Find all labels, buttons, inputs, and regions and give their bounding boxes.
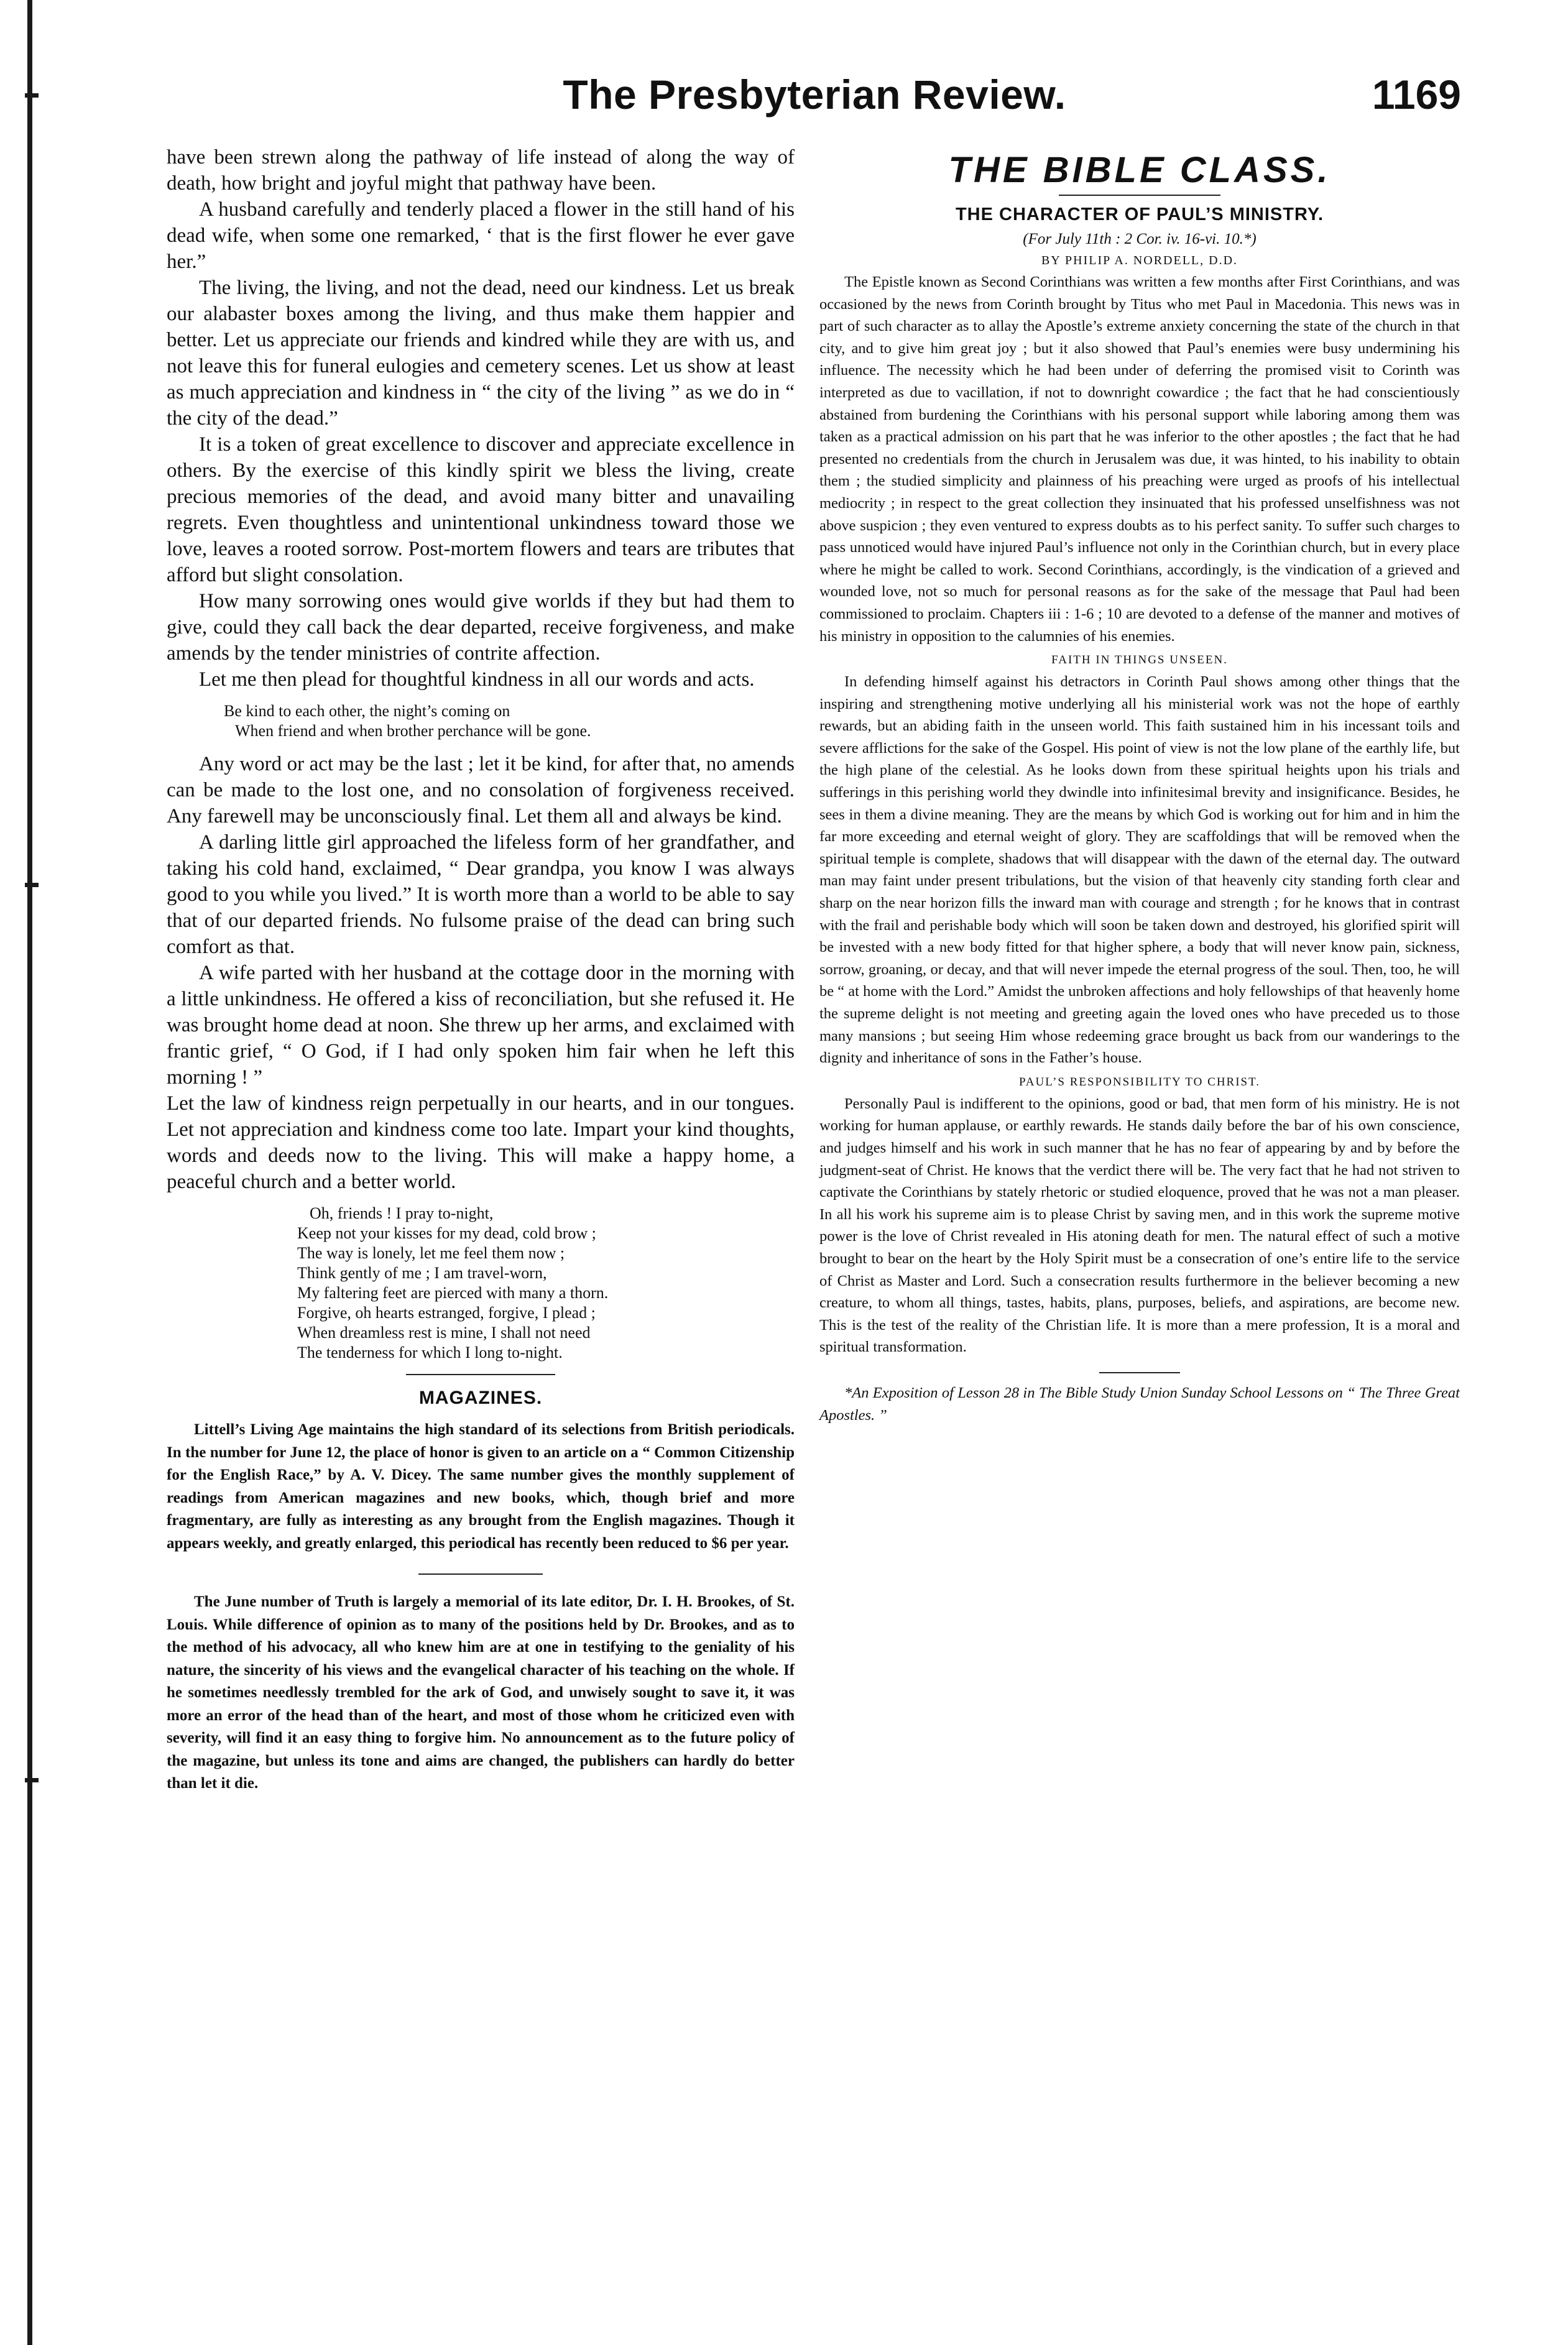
paragraph: It is a token of great excellence to discover and appreciate excellence in others. By the exercise of this kindly spirit we bless the living, create precious memories of the dead, and avoid many bitter and unavailing regrets. Even thoughtless and unintentional unkindness toward those we love, leaves a rooted sorrow. Post-mortem flowers and tears are tributes that afford but slight consolation. [167, 433, 795, 586]
paragraph: Personally Paul is indifferent to the opinions, good or bad, that men form of his ministry. He is not working for human applause, or earthly rewards. He stands daily before the bar of his own conscience, and judges himself and his work in such manner that he has no fear of appearing by and by before the judgment-seat of Christ. He knows that the verdict there will be. The very fact that he had not striven to captivate the Corinthians by stately rhetoric or studied eloquence, proved that he was not a man pleaser. In all his work his supreme aim is to please Christ by saving men, and in this work the supreme motive power is the love of Christ revealed in His atoning death for men. The natural effect of such a motive brought to bear on the heart by the Holy Spirit must be a consecration of one’s entire life to the service of Christ as Master and Lord. Such a consecration results furthermore in the believer becoming a new creature, to whom all things, tastes, habits, plans, purposes, beliefs, and aspirations, are become new. This is the test of the reality of the Christian life. It is more than a mere profession, It is a moral and spiritual transformation. [819, 1095, 1460, 1356]
footnote: *An Exposition of Lesson 28 in The Bible Study Union Sunday School Lessons on “ The Three Great Apostles. ” [819, 1384, 1460, 1424]
paragraph: A husband carefully and tenderly placed a flower in the still hand of his dead wife, when some one remarked, ‘ that is the first flower he ever gave her.” [167, 198, 795, 273]
paragraph: The Epistle known as Second Corinthians was written a few months after First Corinthians, and was occasioned by the news from Corinth brought by Titus who met Paul in Macedonia. This news was in part of such character as to allay the Apostle’s extreme anxiety concerning the state of the church in that city, and to give him great joy ; but it also showed that Paul’s enemies were busy undermining his influence. The necessity which he had been under of deferring the promised visit to Corinth was interpreted as due to vacillation, if not to downright cowardice ; the fact that he had conscientiously abstained from burdening the Corinthians with his personal support while laboring among them was taken as a practical admission on his part that he was inferior to the other apostles ; the fact that he had presented no credentials from the church in Jerusalem was due, it was hinted, to his inability to obtain them ; the studied simplicity and plainness of his preaching were urged as proofs of his intellectual mediocrity ; in respect to the great collection they insinuated that his professed unselfishness was not above suspicion ; they even ventured to express doubts as to his perfect sanity. To suffer such charges to pass unnoticed would have injured Paul’s influence not only in the Corinthian church, but in every place where he might be called to work. Second Corinthians, accordingly, is the vindication of a grieved and wounded love, not so much for personal reasons as for the sake of the message that Paul had been commissioned to proclaim. Chapters iii : 1-6 ; 10 are devoted to a defense of the manner and motives of his ministry in opposition to the calumnies of his enemies. [819, 274, 1460, 645]
left-column [167, 144, 795, 1795]
poem-line: My faltering feet are pierced with many a thorn. [297, 1284, 609, 1302]
poem-line: When dreamless rest is mine, I shall not need [297, 1324, 591, 1342]
paragraph: have been strewn along the pathway of life instead of along the way of death, how bright and joyful might that pathway have been. [167, 146, 795, 195]
magazines-heading: MAGAZINES. [418, 1388, 543, 1408]
subsection-heading: FAITH IN THINGS UNSEEN. [1051, 653, 1228, 667]
paragraph: Any word or act may be the last ; let it be kind, for after that, no amends can be made to the lost one, and no consolation of forgiveness received. Any farewell may be unconsciously final. Let them all and always be kind. [167, 753, 795, 827]
verse-quote [224, 701, 795, 741]
poem-line: Forgive, oh hearts estranged, forgive, I plead ; [297, 1304, 596, 1322]
title-rule [1059, 195, 1220, 196]
poem-line: The tenderness for which I long to-night. [297, 1343, 563, 1361]
paragraph: In defending himself against his detractors in Corinth Paul shows among other things that the inspiring and strengthening motive underlying all his ministerial work was not the hope of earthly rewards, but an abiding faith in the unseen world. This faith sustained him in his incessant toils and severe afflictions for the sake of the Gospel. His point of view is not the low plane of the earthly life, but the high plane of the celestial. As he looks down from these spiritual heights upon his trials and sufferings in this perishing world they dwindle into infinitesimal brevity and insignificance. Besides, he sees in them a divine meaning. They are the means by which God is working out for him and in him the far more exceeding and eternal weight of glory. They are scaffoldings that will be removed when the spiritual temple is complete, shadows that will disappear with the dawn of the eternal day. The outward man may faint under present tribulations, but the vision of that heavenly city standing forth clear and sharp on the near horizon fills the inward man with courage and strength ; for he knows that in contrast with the frail and perishable body which will soon be taken down and destroyed, his glorified spirit will be invested with a new body fitted for that higher sphere, a body that will never know pain, sickness, sorrow, groaning, or decay, and that will never impede the eternal progress of the soul. Then, too, he will be “ at home with the Lord.” Amidst the unbroken affections and holy fellowships of that heavenly home the supreme delight is not meeting and greeting again the loved ones who have preceded us to those many mansions ; but seeing Him whose redeeming grace brought us back from our wanderings to the dignity and inheritance of sons in the Father’s house. [819, 673, 1460, 1067]
byline: BY PHILIP A. NORDELL, D.D. [1041, 254, 1238, 267]
binding-rule [27, 0, 32, 2345]
section-divider [418, 1573, 543, 1575]
paragraph: Littell’s Living Age maintains the high standard of its selections from British periodicals. In the number for June 12, the place of honor is given to an article on a “ Common Citizenship for the English Race,” by A. V. Dicey. The same number gives the monthly supplement of readings from American magazines and new books, which, though brief and more fragmentary, are fully as interesting as any brought from the English magazines. Though it appears weekly, and greatly enlarged, this periodical has recently been reduced to $6 per year. [167, 1421, 795, 1552]
binding-tick [25, 883, 39, 887]
subsection-heading: PAUL’S RESPONSIBILITY TO CHRIST. [1018, 1075, 1261, 1089]
footnote-rule [1099, 1372, 1180, 1373]
verse-line: Be kind to each other, the night’s coming on [224, 702, 510, 720]
paragraph: The living, the living, and not the dead, need our kindness. Let us break our alabaster boxes among the living, and thus make them happier and better. Let us appreciate our friends and kindred while they are with us, and not leave this for funeral eulogies and cemetery scenes. Let us show at least as much appreciation and kindness in “ the city of the living ” as we do in “ the city of the dead.” [167, 277, 795, 430]
poem-line: Keep not your kisses for my dead, cold brow ; [297, 1224, 596, 1242]
binding-tick [25, 93, 39, 98]
poem [297, 1204, 795, 1363]
paragraph: Let the law of kindness reign perpetually in our hearts, and in our tongues. Let not appreciation and kindness come too late. Impart your kind thoughts, words and deeds now to the living. This will make a happy home, a peaceful church and a better world. [167, 1092, 795, 1193]
section-title: THE BIBLE CLASS. [948, 150, 1331, 190]
paragraph: Let me then plead for thoughtful kindness in all our words and acts. [199, 668, 755, 691]
lesson-reference: (For July 11th : 2 Cor. iv. 16-vi. 10.*) [1023, 231, 1257, 247]
binding-tick [25, 1778, 39, 1782]
paragraph: A darling little girl approached the lifeless form of her grandfather, and taking his cold hand, exclaimed, “ Dear grandpa, you know I was always good to you while you lived.” It is worth more than a world to be able to say that of our departed friends. No fulsome praise of the dead can bring such comfort as that. [167, 831, 795, 958]
kindness-article [167, 144, 795, 1363]
binding-edge [0, 0, 68, 2345]
running-header [168, 62, 1461, 137]
paragraph: A wife parted with her husband at the cottage door in the morning with a little unkindness. He offered a kiss of reconciliation, but she refused it. He was brought home dead at noon. She threw up her arms, and exclaimed with frantic grief, “ O God, if I had only spoken him fair when he left this morning ! ” [167, 962, 795, 1089]
poem-line: The way is lonely, let me feel them now ; [297, 1244, 565, 1262]
poem-line: Think gently of me ; I am travel-worn, [297, 1264, 547, 1282]
verse-line: When friend and when brother perchance will be gone. [235, 722, 591, 740]
paragraph: The June number of Truth is largely a memorial of its late editor, Dr. I. H. Brookes, of St. Louis. While difference of opinion as to many of the positions held by Dr. Brookes, and as to the method of his advocacy, all who knew him are at one in testifying to the geniality of his nature, the sincerity of his views and the evangelical character of his teaching on the whole. If he sometimes needlessly trembled for the ark of God, and unwisely sought to save it, it was more an error of the head than of the heart, and most of those whom he criticized even with severity, will find it an easy thing to forgive him. No announcement as to the future policy of the magazine, but unless its tone and aims are changed, the publishers can hardly do better than let it die. [167, 1593, 795, 1792]
section-divider [406, 1374, 555, 1375]
paragraph: How many sorrowing ones would give worlds if they but had them to give, could they call back the dear departed, receive forgiveness, and make amends by the tender ministries of contrite affection. [167, 590, 795, 665]
article-title: THE CHARACTER OF PAUL’S MINISTRY. [955, 205, 1324, 224]
right-column [819, 144, 1460, 1426]
running-title: The Presbyterian Review. [563, 71, 1066, 117]
magazines-section [167, 1388, 795, 1795]
page-number: 1169 [1372, 71, 1461, 117]
poem-line: Oh, friends ! I pray to-night, [310, 1204, 494, 1222]
